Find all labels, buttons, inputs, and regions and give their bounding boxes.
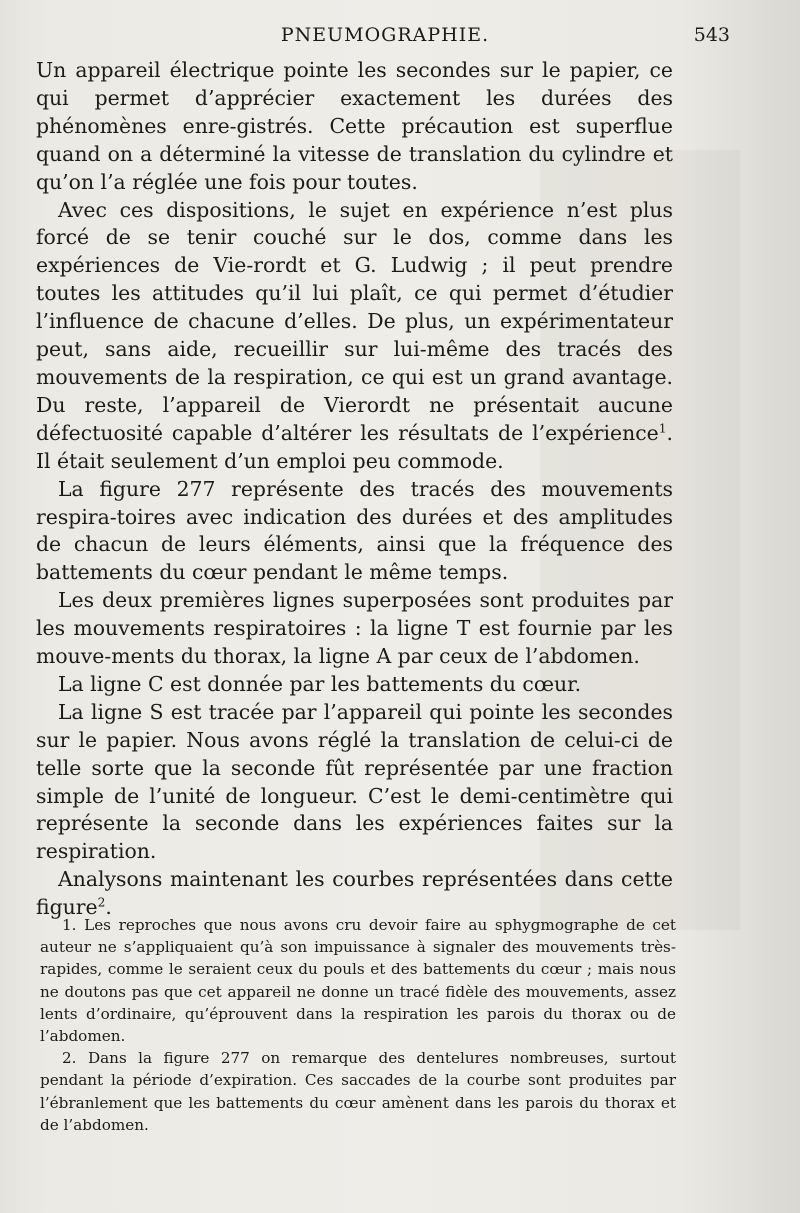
paragraph: Analysons maintenant les courbes représentées dans cette figure$^2$. xyxy=(36,867,673,920)
footnote-reference: 1 xyxy=(658,421,667,436)
footnote-number: 1. xyxy=(62,916,77,934)
paragraph: La figure 277 représente des tracés des mouvements respira-toires avec indication des durées et des amplitudes de chacun de leurs éléments, ainsi que la fréquence des battements du cœur pendant le même temps. xyxy=(36,476,673,585)
footnote: 2. Dans la figure 277 on remarque des dentelures nombreuses, surtout pendant la période d’expiration. Ces saccades de la courbe sont produites par l’ébranlement que les battements du cœur amènent dans les parois du thorax et de l’abdomen. xyxy=(40,1049,676,1134)
running-title: PNEUMOGRAPHIE. xyxy=(280,24,490,46)
paragraph: La ligne C est donnée par les battements du cœur. xyxy=(58,671,582,696)
footnote: 1. Les reproches que nous avons cru devoir faire au sphygmographe de cet auteur ne s’appliquaient qu’à son impuissance à signaler des mouvements très-rapides, comme le seraient ceux du pouls et des battements du cœur ; mais nous ne doutons pas que cet appareil ne donne un tracé fidèle des mouvements, assez lents d’ordinaire, qu’éprouvent dans la respiration les parois du thorax ou de l’abdomen. xyxy=(40,916,677,1046)
paragraph: La ligne S est tracée par l’appareil qui pointe les secondes sur le papier. Nous avons réglé la translation de celui-ci de telle sorte que la seconde fût représentée par une fraction simple de l’unité de longueur. C’est le demi-centimètre qui représente la seconde dans les expériences faites sur la respiration. xyxy=(36,699,673,864)
page-number: 543 xyxy=(693,24,730,46)
body-text xyxy=(36,57,673,922)
paragraph: Les deux premières lignes superposées sont produites par les mouvements respiratoires : la ligne T est fournie par les mouve-ments du thorax, la ligne A par ceux de l’abdomen. xyxy=(36,588,673,669)
paragraph: Avec ces dispositions, le sujet en expérience n’est plus forcé de se tenir couché sur le dos, comme dans les expériences de Vie-rordt et G. Ludwig ; il peut prendre toutes les attitudes qu’il lui plaît, ce qui permet d’étudier l’influence de chacune d’elles. De plus, un expérimentateur peut, sans aide, recueillir sur lui-même des tracés des mouvements de la respiration, ce qui est un grand avantage. Du reste, l’appareil de Vierordt ne présentait aucune défectuosité capable d’altérer les résultats de l’expérience$^1$. Il était seulement d’un emploi peu commode. xyxy=(36,197,673,473)
footnote-number: 2. xyxy=(62,1049,77,1068)
page-header xyxy=(40,24,730,54)
footnote-reference: 2 xyxy=(97,895,106,910)
paragraph: Un appareil électrique pointe les secondes sur le papier, ce qui permet d’apprécier exactement les durées des phénomènes enre-gistrés. Cette précaution est superflue quand on a déterminé la vitesse de translation du cylindre et qu’on l’a réglée une fois pour toutes. xyxy=(36,58,673,194)
footnotes xyxy=(40,914,676,1136)
